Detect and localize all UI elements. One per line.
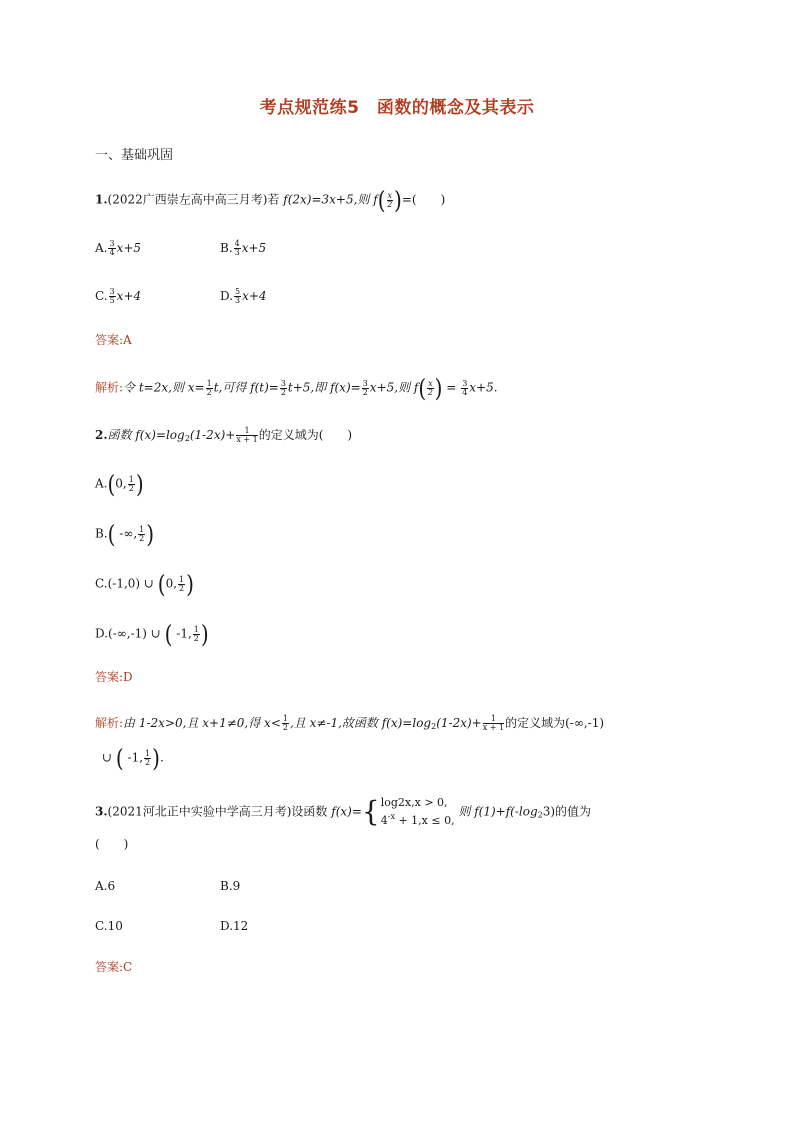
fraction-1-over-x-plus-1: $\frac{1}{x + 1}$ — [482, 714, 505, 732]
answer-value: A — [123, 333, 132, 347]
question-number: 1. — [95, 192, 108, 207]
fraction-1-2: $\frac{1}{2}$ — [179, 574, 185, 593]
coefficient-fraction: $\frac{5}{3}$ — [235, 287, 241, 305]
solution-text: x+5,则 f — [369, 380, 419, 395]
answer-blank: =( ) — [401, 192, 446, 207]
answer-1 — [95, 334, 132, 346]
option-c — [95, 288, 141, 305]
log-base: 2 — [184, 434, 190, 443]
question-source: (2022广西崇左高中高三月考)若 — [107, 192, 280, 207]
question-number: 3. — [95, 804, 108, 819]
option-c — [95, 569, 194, 599]
right-paren: ) — [434, 373, 443, 403]
solution-text: ,且 x≠-1,故函数 f(x)=log — [289, 716, 432, 730]
solution-text: (1-2x)+ — [436, 716, 482, 730]
interval-start: 0, — [115, 476, 127, 491]
function-symbol: f — [373, 192, 378, 207]
right-paren: ) — [394, 185, 402, 215]
option-b — [95, 519, 155, 549]
solution-2-line-1 — [95, 715, 604, 732]
right-paren: ) — [146, 519, 155, 549]
question-text: 的定义域为( ) — [258, 428, 353, 442]
fraction-1-2: $\frac{1}{2}$ — [206, 378, 212, 397]
solution-1 — [95, 373, 498, 403]
option-b: B.9 — [220, 879, 241, 893]
option-b — [220, 240, 266, 257]
option-a — [95, 240, 141, 257]
answer-label: 答案: — [95, 333, 124, 347]
interval-start: -1, — [176, 626, 192, 641]
fraction-x-over-2: $\frac{x}{2}$ — [387, 190, 393, 209]
fraction-3-2: $\frac{3}{2}$ — [280, 378, 286, 397]
option-label: D. — [220, 289, 234, 303]
answer-label: 答案: — [95, 960, 124, 974]
option-label: A. — [95, 241, 108, 255]
interval-start: -1, — [127, 750, 144, 765]
log-base: 2 — [537, 810, 543, 820]
answer-blank: ( ) — [95, 837, 129, 851]
option-d — [95, 619, 209, 649]
union-symbol: ∪ — [102, 750, 116, 765]
equals-sign: = — [446, 380, 457, 395]
solution-text: 令 t=2x,则 x= — [123, 380, 205, 395]
option-label: D. — [95, 626, 109, 641]
option-d — [220, 288, 267, 305]
interval-union: (-∞,-1) ∪ — [108, 626, 165, 641]
function-definition: f(x)= — [331, 804, 362, 819]
question-text: (1-2x)+ — [189, 428, 236, 442]
answer-2 — [95, 671, 133, 683]
right-paren: ) — [152, 743, 160, 773]
question-number: 2. — [95, 428, 108, 442]
solution-text: 由 1-2x>0,且 x+1≠0,得 x< — [123, 716, 281, 730]
left-paren: ( — [107, 469, 116, 499]
fraction-1-2: $\frac{1}{2}$ — [193, 624, 199, 643]
solution-text: t+5,即 f(x)= — [287, 380, 361, 395]
option-a — [95, 469, 144, 499]
solution-text: x+5. — [469, 380, 498, 395]
right-paren: ) — [186, 569, 194, 599]
fraction-x-over-2: $\frac{x}{2}$ — [427, 378, 433, 397]
solution-text: 的定义域为(-∞,-1) — [505, 716, 605, 730]
question-1 — [95, 185, 446, 215]
left-paren: ( — [157, 569, 166, 599]
page-title: 考点规范练5 函数的概念及其表示 — [259, 98, 535, 118]
option-expression: x+4 — [116, 289, 142, 303]
fraction-1-over-x-plus-1: $\frac{1}{x + 1}$ — [236, 426, 258, 444]
interval-start: -∞, — [119, 526, 138, 541]
fraction-1-2: $\frac{1}{2}$ — [282, 714, 288, 732]
case-2: $4^{-x} + 1,x \le 0$, — [380, 812, 455, 827]
answer-label: 答案: — [95, 670, 124, 684]
option-label: A. — [95, 476, 108, 491]
right-paren: ) — [200, 619, 209, 649]
answer-value: D — [123, 670, 133, 684]
fraction-3-2: $\frac{3}{2}$ — [362, 378, 368, 397]
option-c: C.10 — [95, 919, 123, 933]
piecewise-cases — [381, 796, 455, 828]
option-label: C. — [95, 576, 108, 591]
answer-3 — [95, 961, 132, 973]
left-paren: ( — [107, 519, 116, 549]
fraction-1-2: $\frac{1}{2}$ — [139, 524, 145, 543]
right-paren: ) — [135, 469, 144, 499]
question-text: 则 f(1)+f(-log — [458, 804, 538, 819]
question-text: 3)的值为 — [542, 804, 592, 819]
left-paren: ( — [115, 743, 124, 773]
solution-text: t,可得 f(t)= — [213, 380, 279, 395]
question-condition: f(2x)=3x+5,则 — [283, 192, 370, 207]
coefficient-fraction: $\frac{3}{4}$ — [109, 239, 115, 257]
left-brace: { — [361, 795, 380, 828]
option-expression: x+5 — [116, 241, 142, 255]
fraction-1-2: $\frac{1}{2}$ — [128, 474, 134, 493]
option-label: B. — [95, 526, 108, 541]
solution-label: 解析: — [95, 716, 124, 730]
interval-start: 0, — [165, 576, 178, 591]
solution-2-line-2 — [102, 743, 164, 773]
solution-label: 解析: — [95, 380, 124, 395]
coefficient-fraction: $\frac{3}{5}$ — [109, 287, 115, 305]
left-paren: ( — [418, 373, 427, 403]
option-label: B. — [220, 241, 233, 255]
fraction-3-4: $\frac{3}{4}$ — [462, 378, 468, 397]
question-text: 函数 f(x)=log — [107, 428, 185, 442]
question-2 — [95, 427, 352, 444]
option-expression: x+5 — [241, 241, 267, 255]
answer-value: C — [123, 960, 133, 974]
case-1: log2x,x > 0, — [380, 796, 448, 809]
period: . — [159, 750, 164, 765]
question-source: (2021河北正中实验中学高三月考)设函数 — [107, 804, 328, 819]
option-label: C. — [95, 289, 108, 303]
question-3 — [95, 796, 591, 828]
left-paren: ( — [377, 185, 386, 215]
option-expression: x+4 — [242, 289, 267, 303]
coefficient-fraction: $\frac{4}{3}$ — [234, 239, 240, 257]
interval-union: (-1,0) ∪ — [107, 576, 158, 591]
fraction-1-2: $\frac{1}{2}$ — [145, 748, 151, 767]
log-base: 2 — [431, 722, 437, 731]
left-paren: ( — [164, 619, 173, 649]
option-d: D.12 — [220, 919, 249, 933]
section-heading: 一、基础巩固 — [95, 148, 174, 163]
option-a: A.6 — [95, 879, 116, 893]
